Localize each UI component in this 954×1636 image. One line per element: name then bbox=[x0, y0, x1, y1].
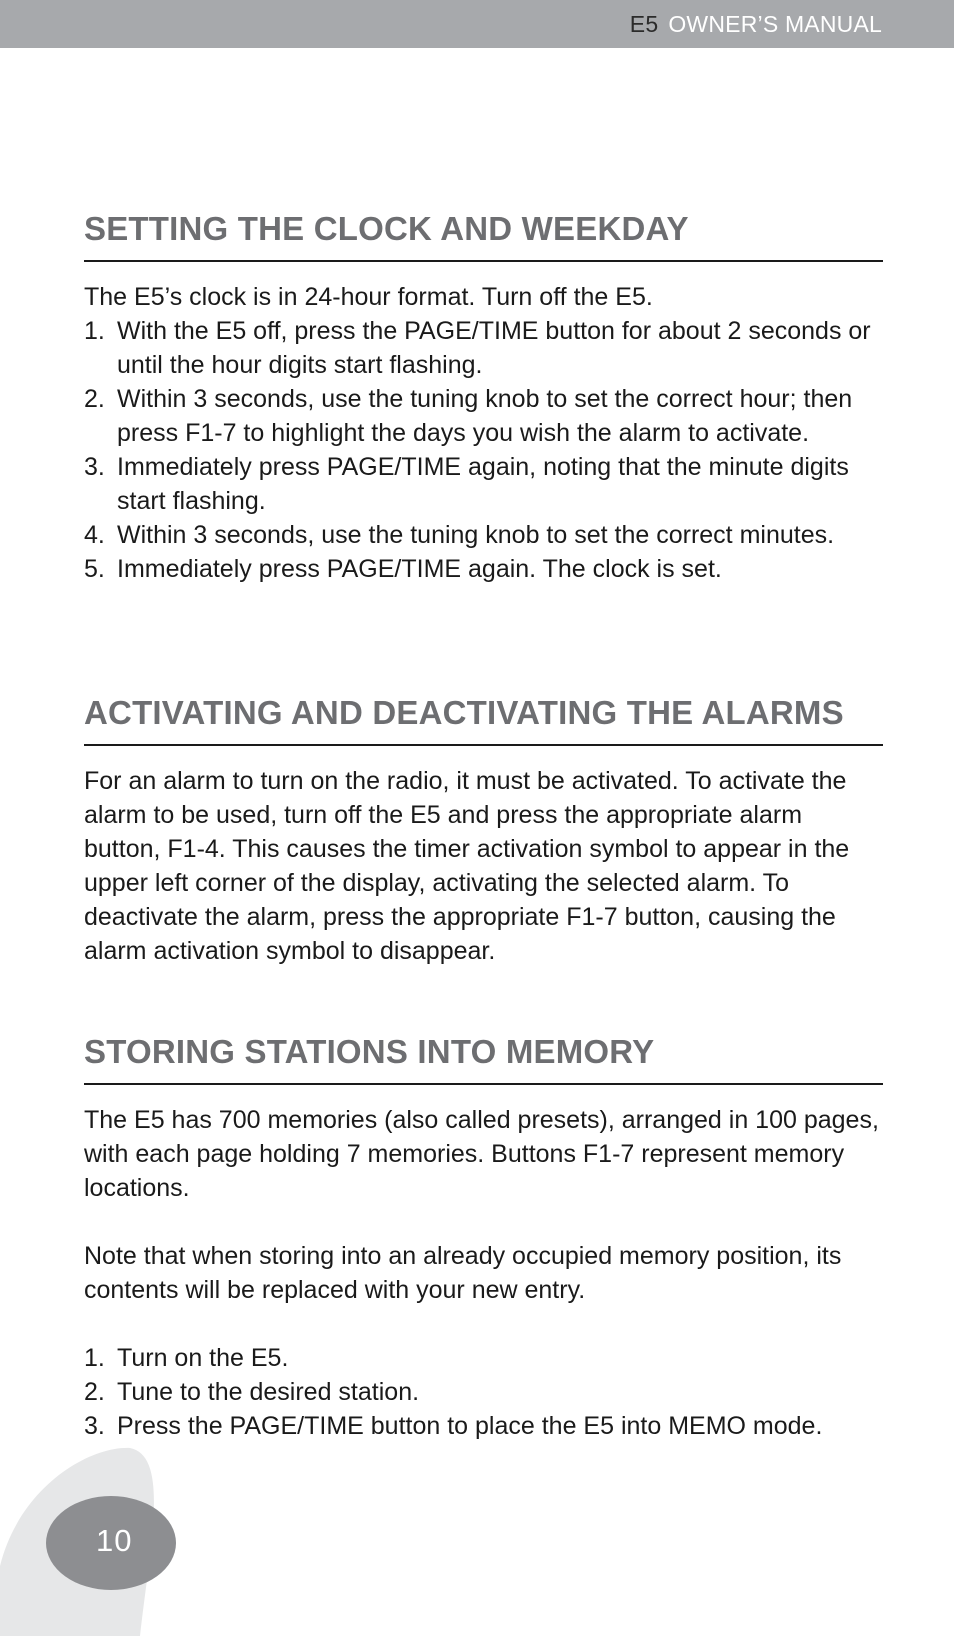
section-paragraph: Note that when storing into an already occupied memory position, its contents will be replaced with your new entry. bbox=[84, 1242, 842, 1304]
step-number: 3. bbox=[84, 453, 105, 481]
step-number: 2. bbox=[84, 385, 105, 413]
header-title: OWNER’S MANUAL bbox=[668, 11, 882, 37]
step-text: Immediately press PAGE/TIME again. The clock is set. bbox=[117, 555, 722, 583]
section-alarms bbox=[84, 694, 883, 968]
running-header bbox=[630, 11, 882, 38]
step-number: 2. bbox=[84, 1378, 105, 1406]
section-heading: STORING STATIONS INTO MEMORY bbox=[84, 1033, 883, 1085]
paragraph-spacer bbox=[84, 1205, 883, 1239]
list-item bbox=[84, 314, 883, 382]
step-number: 1. bbox=[84, 317, 105, 345]
step-text: Within 3 seconds, use the tuning knob to set the correct hour; then press F1-7 to highlight the days you wish the alarm to activate. bbox=[117, 385, 853, 447]
list-item bbox=[84, 518, 883, 552]
page-number: 10 bbox=[96, 1523, 133, 1558]
section-heading: SETTING THE CLOCK AND WEEKDAY bbox=[84, 210, 883, 262]
section-paragraph: The E5 has 700 memories (also called presets), arranged in 100 pages, with each page holding 7 memories. Buttons F1-7 represent memory locations. bbox=[84, 1106, 879, 1202]
section-heading: ACTIVATING AND DEACTIVATING THE ALARMS bbox=[84, 694, 883, 746]
step-text: Tune to the desired station. bbox=[117, 1378, 420, 1406]
section-intro: The E5’s clock is in 24-hour format. Turn off the E5. bbox=[84, 283, 653, 311]
step-text: Within 3 seconds, use the tuning knob to set the correct minutes. bbox=[117, 521, 835, 549]
step-text: With the E5 off, press the PAGE/TIME button for about 2 seconds or until the hour digits start flashing. bbox=[117, 317, 871, 379]
section-storing-stations bbox=[84, 1033, 883, 1443]
header-bar bbox=[0, 0, 954, 48]
page-badge-shape bbox=[0, 1446, 190, 1636]
list-item bbox=[84, 1409, 883, 1443]
steps-list bbox=[84, 314, 883, 586]
step-number: 3. bbox=[84, 1412, 105, 1440]
step-number: 1. bbox=[84, 1344, 105, 1372]
list-item bbox=[84, 382, 883, 450]
paragraph-spacer bbox=[84, 1307, 883, 1341]
step-number: 4. bbox=[84, 521, 105, 549]
step-text: Immediately press PAGE/TIME again, noting that the minute digits start flashing. bbox=[117, 453, 849, 515]
steps-list bbox=[84, 1341, 883, 1443]
list-item bbox=[84, 552, 883, 586]
step-number: 5. bbox=[84, 555, 105, 583]
section-body: For an alarm to turn on the radio, it must be activated. To activate the alarm to be used, turn off the E5 and press the appropriate alarm button, F1-4. This causes the timer activation symbol to appear in the upper left corner of the display, activating the selected alarm. To deactivate the alarm, press the appropriate F1-7 button, causing the alarm activation symbol to disappear. bbox=[84, 767, 850, 965]
section-setting-clock bbox=[84, 210, 883, 586]
list-item bbox=[84, 1341, 883, 1375]
list-item bbox=[84, 450, 883, 518]
list-item bbox=[84, 1375, 883, 1409]
step-text: Turn on the E5. bbox=[117, 1344, 289, 1372]
header-model: E5 bbox=[629, 11, 659, 37]
step-text: Press the PAGE/TIME button to place the E5 into MEMO mode. bbox=[117, 1412, 823, 1440]
